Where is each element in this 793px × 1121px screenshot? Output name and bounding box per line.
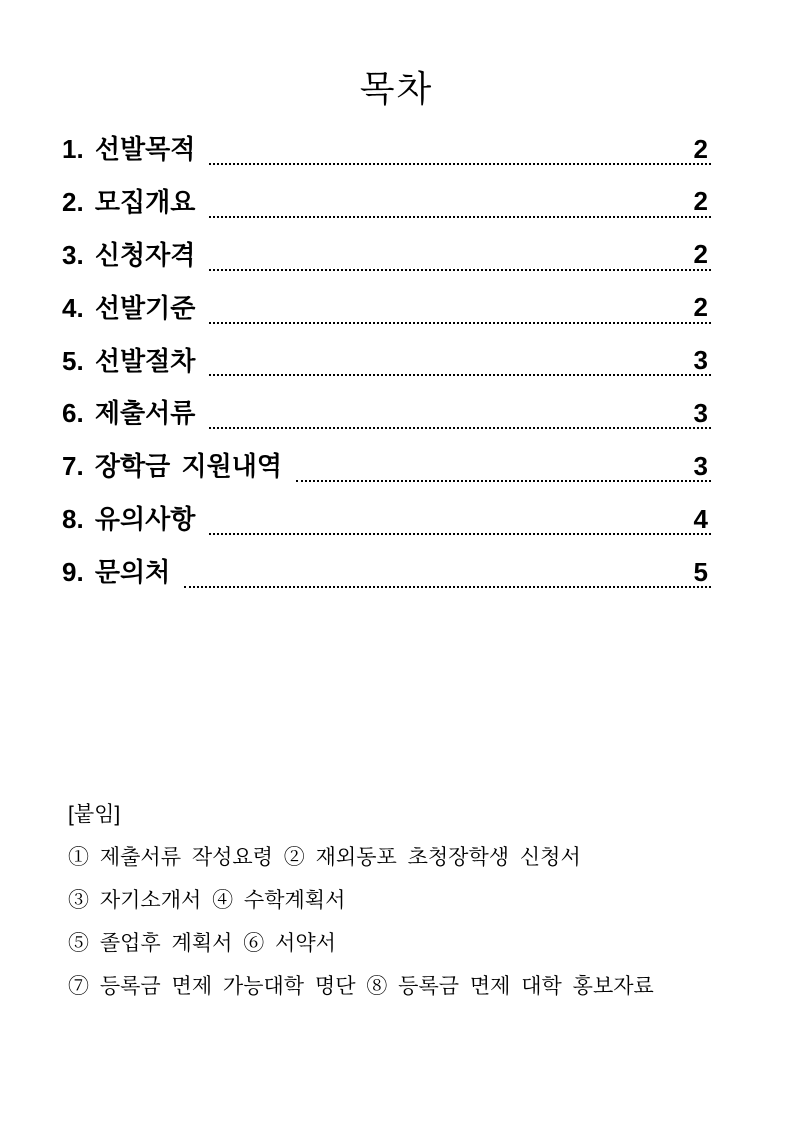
attachments-header: [붙임] [68, 803, 121, 826]
toc-entry-label: 4. 선발기준 [62, 292, 196, 323]
toc-leader [296, 450, 711, 482]
toc-page-number: 2 [693, 239, 708, 270]
toc-entry[interactable] [62, 347, 711, 377]
toc-entry[interactable] [62, 135, 711, 165]
table-of-contents [62, 135, 711, 588]
toc-page-number: 3 [693, 450, 708, 481]
toc-leader [209, 347, 711, 376]
toc-entry-label: 2. 모집개요 [62, 186, 196, 217]
toc-leader [209, 503, 711, 535]
toc-entry-label: 1. 선발목적 [62, 134, 196, 164]
toc-entry[interactable] [62, 452, 711, 482]
toc-entry[interactable] [62, 399, 711, 429]
page-title: 목차 [359, 68, 434, 109]
attachment-line: ① 제출서류 작성요령 ② 재외동포 초청장학생 신청서 [68, 846, 581, 869]
toc-page-number: 3 [693, 398, 708, 429]
toc-leader [209, 400, 711, 429]
attachments-section [68, 793, 654, 1008]
toc-leader [209, 294, 711, 323]
toc-page-number: 2 [693, 292, 708, 323]
toc-entry[interactable] [62, 241, 711, 271]
attachment-line: ③ 자기소개서 ④ 수학계획서 [68, 889, 346, 912]
toc-leader [209, 241, 711, 270]
toc-entry[interactable] [62, 294, 711, 324]
toc-entry[interactable] [62, 505, 711, 535]
attachment-line: ⑤ 졸업후 계획서 ⑥ 서약서 [68, 932, 336, 955]
attachment-line: ⑦ 등록금 면제 가능대학 명단 ⑧ 등록금 면제 대학 홍보자료 [68, 975, 654, 998]
toc-page-number: 2 [693, 133, 708, 164]
toc-page-number: 4 [693, 503, 708, 534]
toc-page-number: 5 [693, 556, 708, 587]
toc-entry-label: 9. 문의처 [62, 557, 171, 588]
toc-entry-label: 5. 선발절차 [62, 345, 196, 376]
toc-entry-label: 8. 유의사항 [62, 504, 196, 535]
toc-entry-label: 6. 제출서류 [62, 398, 196, 429]
toc-entry-label: 3. 신청자격 [62, 239, 196, 270]
toc-leader [209, 133, 711, 165]
toc-leader [184, 556, 711, 588]
toc-page-number: 3 [693, 345, 708, 376]
toc-leader [209, 188, 711, 217]
toc-entry[interactable] [62, 188, 711, 218]
toc-entry-label: 7. 장학금 지원내역 [62, 451, 282, 482]
toc-entry[interactable] [62, 558, 711, 588]
toc-page-number: 2 [693, 186, 708, 217]
